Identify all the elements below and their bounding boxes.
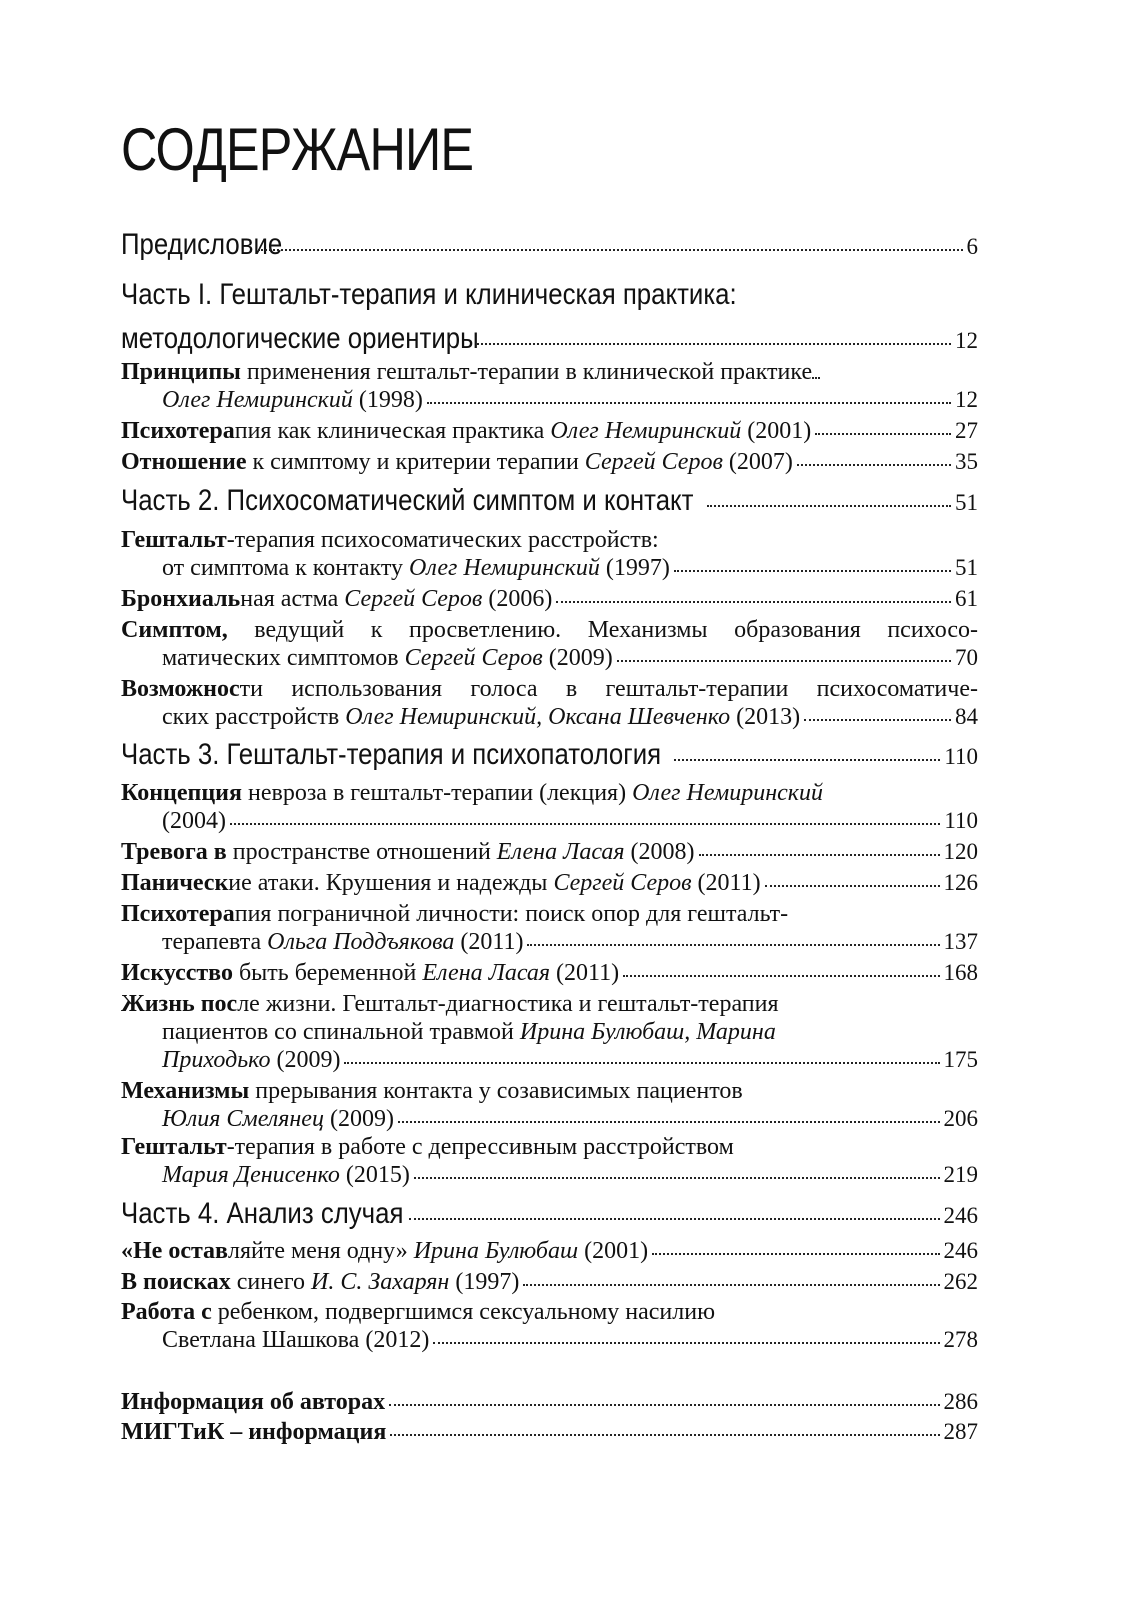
page-number: 168 xyxy=(943,960,978,985)
entry-year: (1997) xyxy=(599,555,670,581)
dot-leader xyxy=(389,1404,939,1406)
dot-leader xyxy=(258,249,962,251)
dot-leader xyxy=(477,343,951,345)
entry-keyword: Жизнь пос xyxy=(121,991,238,1017)
entry-title: прерывания контакта у созависимых пациентов xyxy=(249,1078,743,1104)
entry-title: быть беременной xyxy=(232,960,423,986)
toc-entry-7-line1[interactable] xyxy=(121,676,978,703)
toc-part-2[interactable] xyxy=(121,484,978,518)
entry-year: (2007) xyxy=(722,449,793,475)
entry-title: применения гештальт-терапии в клинической практике xyxy=(240,359,813,385)
entry-keyword: Гештальт xyxy=(121,527,227,553)
toc-entry-8[interactable] xyxy=(162,808,978,835)
entry-keyword: Искусство xyxy=(121,960,233,986)
entry-keyword: Бронхиаль xyxy=(121,586,241,612)
toc-part-1[interactable] xyxy=(121,322,978,356)
dot-leader xyxy=(414,1177,940,1179)
entry-author: Олег Немиринский xyxy=(162,387,353,413)
page-number: 137 xyxy=(943,929,978,954)
entry-author: Олег Немиринский xyxy=(550,418,742,444)
dot-leader xyxy=(409,1218,939,1220)
page-number: 84 xyxy=(955,704,978,729)
entry-title: невроза в гештальт-терапии (лекция) xyxy=(241,780,633,806)
entry-year: (1998) xyxy=(352,387,423,413)
page-number: 262 xyxy=(943,1269,978,1294)
appendix-label: Информация об авторах xyxy=(121,1389,386,1415)
entry-title-cont: от симптома к контакту xyxy=(162,555,409,581)
page-number: 110 xyxy=(944,808,978,833)
entry-title: ребенком, подвергшимся сексуальному насилию xyxy=(211,1299,716,1325)
entry-keyword: Возможнос xyxy=(121,676,240,702)
page-number: 70 xyxy=(955,645,978,670)
entry-title: ти использования голоса в гештальт-терапии психосоматиче- xyxy=(239,676,978,702)
toc-entry-15-line1[interactable] xyxy=(121,1134,734,1161)
toc-entry-3[interactable] xyxy=(121,449,978,476)
entry-title: ие атаки. Крушения и надежды xyxy=(228,870,554,896)
entry-keyword: Принципы xyxy=(121,359,241,385)
toc-preface[interactable] xyxy=(121,228,978,262)
page-number: 51 xyxy=(955,555,978,580)
dot-leader xyxy=(556,601,951,603)
toc-entry-13-line1[interactable] xyxy=(121,991,779,1018)
entry-keyword: Симптом, xyxy=(121,617,228,643)
entry-author: Ирина Булюбаш xyxy=(413,1238,579,1264)
page-number: 126 xyxy=(943,870,978,895)
entry-author: Сергей Серов xyxy=(584,449,723,475)
toc-entry-5[interactable] xyxy=(121,586,978,613)
page-number: 12 xyxy=(955,387,978,412)
page-number: 51 xyxy=(955,490,978,515)
dot-leader xyxy=(427,402,951,404)
toc-entry-13-line2[interactable] xyxy=(162,1019,776,1046)
page-title: СОДЕРЖАНИЕ xyxy=(121,116,474,183)
entry-keyword: Отношение xyxy=(121,449,247,475)
toc-authors-info[interactable] xyxy=(121,1389,978,1416)
entry-title-cont: пациентов со спинальной травмой xyxy=(162,1019,520,1045)
entry-author-cont: Приходько xyxy=(162,1047,271,1073)
entry-author: Елена Ласая xyxy=(422,960,551,986)
entry-year: (2015) xyxy=(339,1162,410,1188)
entry-title-cont: ских расстройств xyxy=(162,704,346,730)
toc-entry-14[interactable] xyxy=(162,1106,978,1133)
page-number: 35 xyxy=(955,449,978,474)
toc-entry-8-line1[interactable] xyxy=(121,780,823,807)
entry-title: ведущий к просветлению. Механизмы образования психосо- xyxy=(227,617,978,643)
preface-label: Предисловие xyxy=(121,228,283,261)
entry-author: Ольга Поддъякова xyxy=(267,929,455,955)
entry-year: (2004) xyxy=(162,808,226,834)
page-number: 278 xyxy=(943,1327,978,1352)
toc-entry-17[interactable] xyxy=(121,1269,978,1296)
entry-keyword: «Не остав xyxy=(121,1238,229,1264)
entry-author: Ирина Булюбаш, Марина xyxy=(519,1019,776,1045)
toc-entry-10[interactable] xyxy=(121,870,978,897)
dot-leader xyxy=(804,719,951,721)
page-number: 120 xyxy=(943,839,978,864)
entry-title: пространстве отношений xyxy=(226,839,497,865)
toc-entry-1[interactable] xyxy=(162,387,978,414)
entry-title: пия пограничной личности: поиск опор для гештальт- xyxy=(234,901,789,927)
entry-author: Олег Немиринский, Оксана Шевченко xyxy=(345,704,731,730)
toc-entry-1-line1[interactable] xyxy=(121,359,820,386)
page-number: 219 xyxy=(943,1162,978,1187)
entry-author: Светлана Шашкова xyxy=(162,1327,360,1353)
entry-author: Олег Немиринский xyxy=(632,780,823,806)
entry-title: пия как клиническая практика xyxy=(234,418,551,444)
toc-entry-6[interactable] xyxy=(162,645,978,672)
part-4-title: Часть 4. Анализ случая xyxy=(121,1197,404,1230)
toc-entry-16[interactable] xyxy=(121,1238,978,1265)
entry-title: -терапия в работе с депрессивным расстройством xyxy=(226,1134,734,1160)
entry-keyword: Гештальт xyxy=(121,1134,227,1160)
dot-leader xyxy=(674,759,940,761)
part-3-title: Часть 3. Гештальт-терапия и психопатология xyxy=(121,738,662,771)
dot-leader xyxy=(652,1253,939,1255)
entry-year: (2011) xyxy=(454,929,524,955)
part-2-title: Часть 2. Психосоматический симптом и контакт xyxy=(121,484,694,517)
toc-entry-4[interactable] xyxy=(162,555,978,582)
entry-keyword: Работа с xyxy=(121,1299,212,1325)
entry-keyword: В поисках xyxy=(121,1269,231,1295)
entry-year: (1997) xyxy=(449,1269,520,1295)
entry-title-cont: матических симптомов xyxy=(162,645,405,671)
page-number: 246 xyxy=(943,1203,978,1228)
page-number: 6 xyxy=(966,234,978,259)
toc-entry-18[interactable] xyxy=(162,1327,978,1354)
dot-leader xyxy=(797,464,951,466)
dot-leader xyxy=(707,505,951,507)
part-1-title-line2: методологические ориентиры xyxy=(121,322,479,355)
dot-leader xyxy=(523,1284,939,1286)
dot-leader xyxy=(623,975,939,977)
dot-leader xyxy=(699,854,940,856)
entry-year: (2006) xyxy=(482,586,553,612)
entry-keyword: Концепция xyxy=(121,780,242,806)
entry-keyword: Механизмы xyxy=(121,1078,250,1104)
entry-year: (2013) xyxy=(730,704,801,730)
dot-leader xyxy=(398,1121,940,1123)
toc-part-4[interactable] xyxy=(121,1197,978,1231)
toc-entry-6-line1[interactable] xyxy=(121,617,978,644)
page-number: 175 xyxy=(943,1047,978,1072)
entry-year: (2001) xyxy=(578,1238,649,1264)
toc-entry-13[interactable] xyxy=(162,1047,978,1074)
toc-entry-2[interactable] xyxy=(121,418,978,445)
entry-year: (2001) xyxy=(741,418,812,444)
toc-entry-7[interactable] xyxy=(162,704,978,731)
toc-entry-18-line1[interactable] xyxy=(121,1299,715,1326)
toc-entry-14-line1[interactable] xyxy=(121,1078,743,1105)
entry-keyword: Паническ xyxy=(121,870,229,896)
toc-entry-4-line1[interactable] xyxy=(121,527,659,554)
appendix-label: МИГТиК – информация xyxy=(121,1419,387,1445)
toc-entry-15[interactable] xyxy=(162,1162,978,1189)
entry-author: Елена Ласая xyxy=(496,839,625,865)
entry-author: Олег Немиринский xyxy=(408,555,600,581)
toc-entry-12[interactable] xyxy=(121,960,978,987)
entry-year: (2012) xyxy=(359,1327,430,1353)
entry-title: ле жизни. Гештальт-диагностика и гештальт-терапия xyxy=(237,991,779,1017)
entry-title: синего xyxy=(230,1269,312,1295)
page-number: 287 xyxy=(943,1419,978,1444)
dot-leader xyxy=(815,433,951,435)
dot-leader xyxy=(765,885,940,887)
dot-leader xyxy=(433,1342,939,1344)
page-number: 27 xyxy=(955,418,978,443)
entry-title: ная астма xyxy=(240,586,345,612)
entry-title: -терапия психосоматических расстройств: xyxy=(226,527,659,553)
dot-leader xyxy=(674,570,951,572)
page-number: 110 xyxy=(944,744,978,769)
toc-migtik-info[interactable] xyxy=(121,1419,978,1446)
entry-year: (2009) xyxy=(323,1106,394,1132)
dot-leader xyxy=(230,823,940,825)
toc-entry-11[interactable] xyxy=(162,929,978,956)
entry-title: ляйте меня одну» xyxy=(228,1238,414,1264)
entry-author: И. С. Захарян xyxy=(311,1269,450,1295)
toc-part-3[interactable] xyxy=(121,738,978,772)
toc-entry-11-line1[interactable] xyxy=(121,901,788,928)
entry-keyword: Тревога в xyxy=(121,839,227,865)
page-number: 246 xyxy=(943,1238,978,1263)
page-number: 61 xyxy=(955,586,978,611)
entry-author: Сергей Серов xyxy=(344,586,483,612)
page-number: 286 xyxy=(943,1389,978,1414)
dot-leader xyxy=(344,1062,939,1064)
entry-author: Юлия Смелянец xyxy=(162,1106,324,1132)
toc-entry-9[interactable] xyxy=(121,839,978,866)
dot-leader xyxy=(617,660,951,662)
entry-title-cont: терапевта xyxy=(162,929,268,955)
part-1-title-line1[interactable]: Часть I. Гештальт-терапия и клиническая практика: xyxy=(121,278,737,311)
entry-year: (2011) xyxy=(691,870,761,896)
entry-title: к симптому и критерии терапии xyxy=(246,449,585,475)
entry-year: (2009) xyxy=(542,645,613,671)
entry-author: Мария Денисенко xyxy=(162,1162,340,1188)
entry-author: Сергей Серов xyxy=(553,870,692,896)
dot-leader xyxy=(390,1434,939,1436)
entry-author: Сергей Серов xyxy=(404,645,543,671)
page-number: 206 xyxy=(943,1106,978,1131)
dot-leader xyxy=(527,944,939,946)
entry-year: (2011) xyxy=(550,960,620,986)
entry-keyword: Психотера xyxy=(121,418,235,444)
entry-year: (2009) xyxy=(270,1047,341,1073)
page-number: 12 xyxy=(955,328,978,353)
entry-keyword: Психотера xyxy=(121,901,235,927)
entry-year: (2008) xyxy=(624,839,695,865)
